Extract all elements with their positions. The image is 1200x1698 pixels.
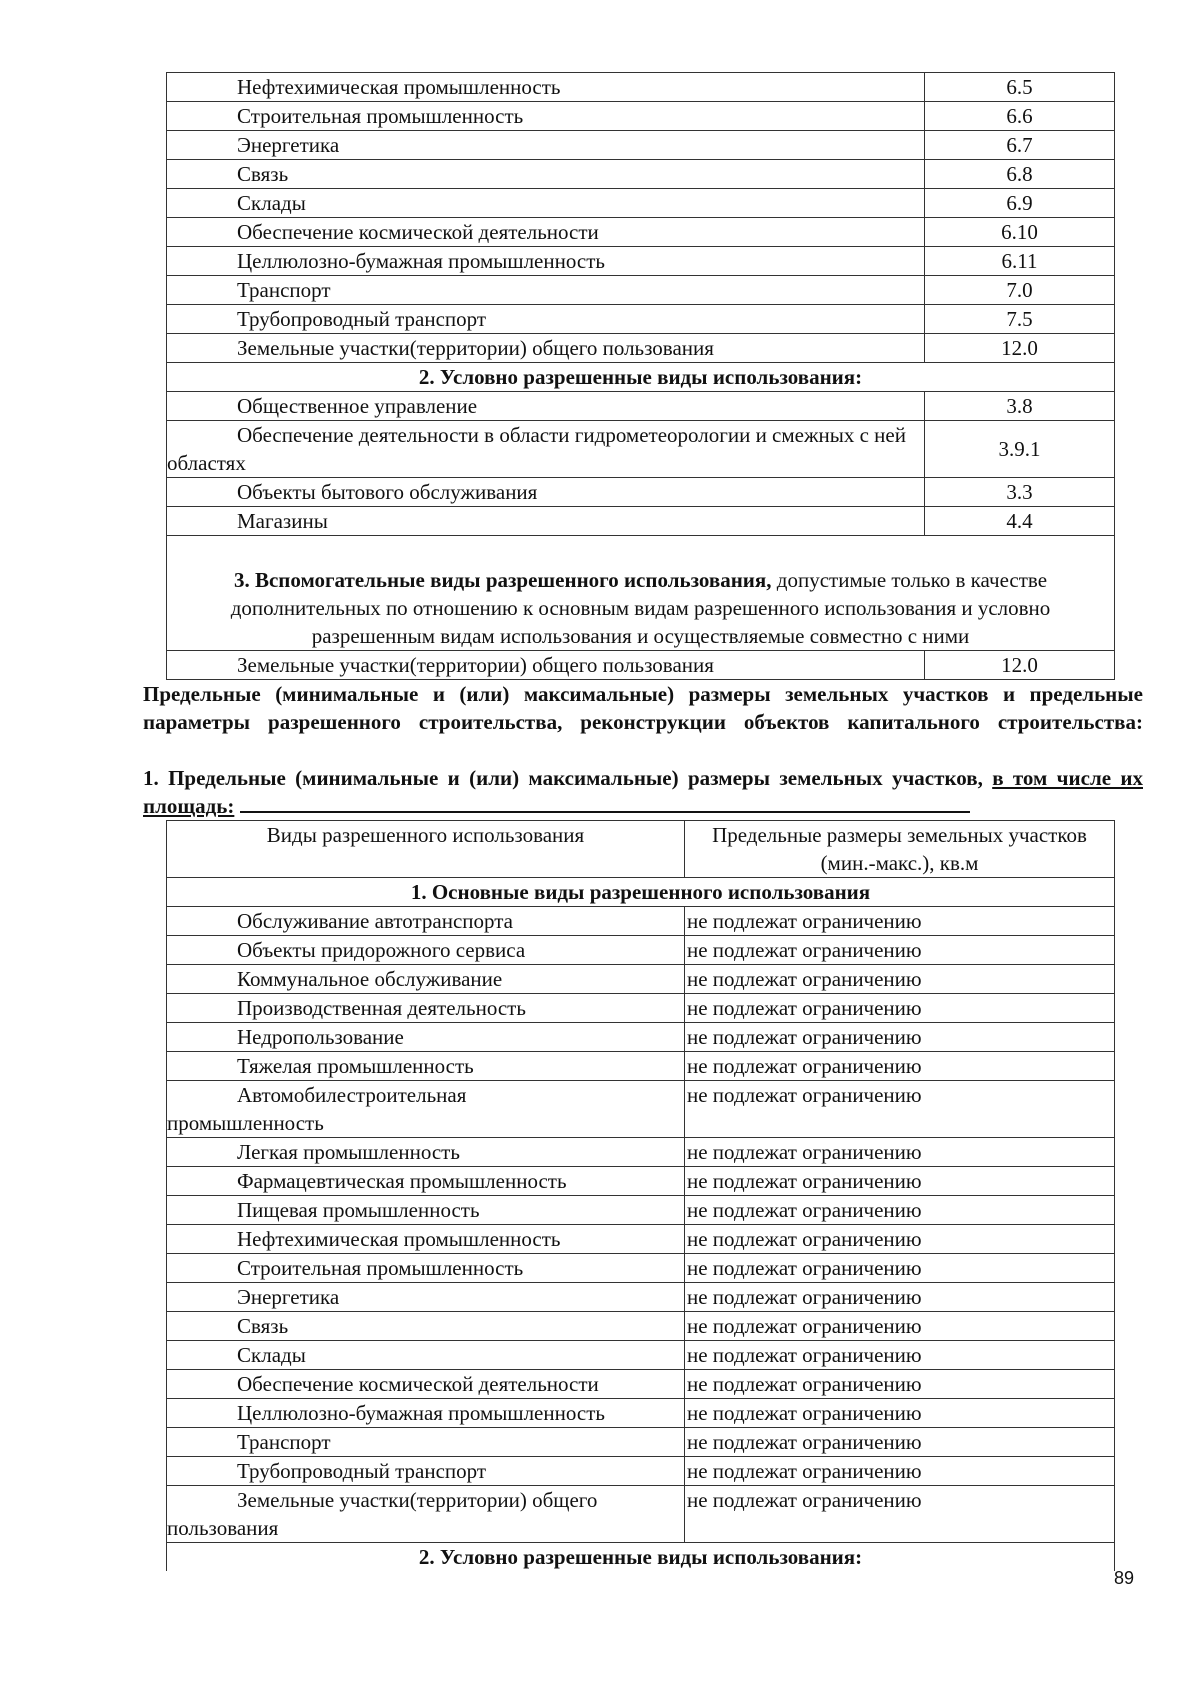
section-description: допустимые только в качестве дополнительных по отношению к основным видам разрешенного использования и условно разрешенным видам использования и осуществляемые совместно с ними [230, 568, 1051, 648]
table-row [167, 392, 1115, 421]
use-name: Обеспечение деятельности в области гидрометеорологии и смежных с ней областях [167, 421, 925, 478]
size-limit: не подлежат ограничению [685, 1312, 1115, 1341]
size-limit: не подлежат ограничению [685, 1254, 1115, 1283]
use-code: 7.5 [925, 305, 1115, 334]
table-row [167, 1312, 1115, 1341]
table-row [167, 247, 1115, 276]
section-title: 2. Условно разрешенные виды использования: [167, 1543, 1115, 1572]
use-name: Трубопроводный транспорт [167, 305, 925, 334]
table-row [167, 1254, 1115, 1283]
table-row [167, 1341, 1115, 1370]
use-code: 3.3 [925, 478, 1115, 507]
use-code: 6.6 [925, 102, 1115, 131]
table-row [167, 651, 1115, 680]
table-row [167, 421, 1115, 478]
use-name: Пищевая промышленность [167, 1196, 685, 1225]
column-header-use-type: Виды разрешенного использования [167, 821, 685, 878]
use-code: 6.5 [925, 73, 1115, 102]
use-name: Транспорт [167, 1428, 685, 1457]
table-header-row [167, 821, 1115, 878]
use-name: Обеспечение космической деятельности [167, 1370, 685, 1399]
table-row [167, 1428, 1115, 1457]
use-name: Связь [167, 160, 925, 189]
use-code: 3.8 [925, 392, 1115, 421]
use-code: 7.0 [925, 276, 1115, 305]
table-row [167, 1023, 1115, 1052]
use-code: 6.10 [925, 218, 1115, 247]
size-limit: не подлежат ограничению [685, 1341, 1115, 1370]
use-code: 6.8 [925, 160, 1115, 189]
table-row [167, 1283, 1115, 1312]
use-code: 6.7 [925, 131, 1115, 160]
table-row [167, 1370, 1115, 1399]
use-name: Строительная промышленность [167, 102, 925, 131]
table-row [167, 305, 1115, 334]
table-row [167, 334, 1115, 363]
permitted-uses-codes-table [166, 72, 1115, 680]
fill-in-blank-line [240, 793, 970, 813]
size-limit: не подлежат ограничению [685, 1023, 1115, 1052]
use-name: Магазины [167, 507, 925, 536]
table-row [167, 994, 1115, 1023]
size-limit: не подлежат ограничению [685, 1138, 1115, 1167]
use-name: Общественное управление [167, 392, 925, 421]
use-name: Нефтехимическая промышленность [167, 1225, 685, 1254]
land-plot-size-limits-table [166, 820, 1115, 1571]
size-limit: не подлежат ограничению [685, 1486, 1115, 1543]
use-code: 12.0 [925, 334, 1115, 363]
table-row [167, 1167, 1115, 1196]
table-row [167, 160, 1115, 189]
use-name: Объекты придорожного сервиса [167, 936, 685, 965]
use-name: Недропользование [167, 1023, 685, 1052]
subheading-underlined-text: в том числе их площадь: [143, 766, 1143, 818]
table-row [167, 936, 1115, 965]
size-limit: не подлежат ограничению [685, 1196, 1115, 1225]
auxiliary-uses-section [167, 536, 1115, 651]
size-limit: не подлежат ограничению [685, 1457, 1115, 1486]
size-limit: не подлежат ограничению [685, 1399, 1115, 1428]
use-name: Земельные участки(территории) общего пользования [167, 651, 925, 680]
use-name: Связь [167, 1312, 685, 1341]
table-row [167, 276, 1115, 305]
size-limit: не подлежат ограничению [685, 965, 1115, 994]
use-name: Энергетика [167, 131, 925, 160]
use-name: Производственная деятельность [167, 994, 685, 1023]
size-limit: не подлежат ограничению [685, 1081, 1115, 1138]
use-name: Транспорт [167, 276, 925, 305]
use-code: 4.4 [925, 507, 1115, 536]
table-row [167, 1399, 1115, 1428]
use-name: Целлюлозно-бумажная промышленность [167, 247, 925, 276]
section-header-row [167, 536, 1115, 651]
table-row [167, 507, 1115, 536]
use-code: 6.9 [925, 189, 1115, 218]
section-header-row [167, 363, 1115, 392]
table-row [167, 1486, 1115, 1543]
use-name: Автомобилестроительная промышленность [167, 1081, 685, 1138]
land-size-subheading [143, 764, 1143, 820]
table-row [167, 1081, 1115, 1138]
table-row [167, 131, 1115, 160]
table-row [167, 1052, 1115, 1081]
section-title: 1. Основные виды разрешенного использования [167, 878, 1115, 907]
section-title: 2. Условно разрешенные виды использования: [167, 363, 1115, 392]
use-name: Коммунальное обслуживание [167, 965, 685, 994]
use-name: Объекты бытового обслуживания [167, 478, 925, 507]
use-name: Земельные участки(территории) общего пользования [167, 334, 925, 363]
use-name: Легкая промышленность [167, 1138, 685, 1167]
use-name: Целлюлозно-бумажная промышленность [167, 1399, 685, 1428]
table-row [167, 189, 1115, 218]
size-limit: не подлежат ограничению [685, 907, 1115, 936]
heading-text: Предельные (минимальные и (или) максимальные) размеры земельных участков и предельные параметры разрешенного строительства, реконструкции объектов капитального строительства: [143, 682, 1143, 734]
use-name: Обеспечение космической деятельности [167, 218, 925, 247]
size-limit: не подлежат ограничению [685, 1225, 1115, 1254]
use-name: Нефтехимическая промышленность [167, 73, 925, 102]
table-row [167, 478, 1115, 507]
use-name: Энергетика [167, 1283, 685, 1312]
table-row [167, 218, 1115, 247]
size-limit: не подлежат ограничению [685, 994, 1115, 1023]
size-limit: не подлежат ограничению [685, 1370, 1115, 1399]
use-name: Строительная промышленность [167, 1254, 685, 1283]
use-name: Склады [167, 1341, 685, 1370]
use-name: Склады [167, 189, 925, 218]
use-name: Обслуживание автотранспорта [167, 907, 685, 936]
table-row [167, 102, 1115, 131]
size-limit: не подлежат ограничению [685, 1428, 1115, 1457]
table-row [167, 965, 1115, 994]
page-number: 89 [1113, 1568, 1134, 1588]
use-name: Тяжелая промышленность [167, 1052, 685, 1081]
size-limit: не подлежат ограничению [685, 1283, 1115, 1312]
use-code: 6.11 [925, 247, 1115, 276]
column-header-size-limits: Предельные размеры земельных участков (мин.-макс.), кв.м [685, 821, 1115, 878]
size-limit: не подлежат ограничению [685, 1052, 1115, 1081]
table-row [167, 1457, 1115, 1486]
table-row [167, 73, 1115, 102]
use-name: Земельные участки(территории) общего пользования [167, 1486, 685, 1543]
table-row [167, 907, 1115, 936]
size-limit: не подлежат ограничению [685, 936, 1115, 965]
table-row [167, 1225, 1115, 1254]
section-title: 3. Вспомогательные виды разрешенного использования, [233, 568, 772, 592]
subheading-text: 1. Предельные (минимальные и (или) максимальные) размеры земельных участков, [143, 766, 993, 790]
size-limit: не подлежат ограничению [685, 1167, 1115, 1196]
use-name: Фармацевтическая промышленность [167, 1167, 685, 1196]
section-header-row [167, 878, 1115, 907]
section-header-row [167, 1543, 1115, 1572]
use-name: Трубопроводный транспорт [167, 1457, 685, 1486]
use-code: 12.0 [925, 651, 1115, 680]
table-row [167, 1196, 1115, 1225]
limits-heading [143, 680, 1143, 736]
table-row [167, 1138, 1115, 1167]
use-code: 3.9.1 [925, 421, 1115, 478]
